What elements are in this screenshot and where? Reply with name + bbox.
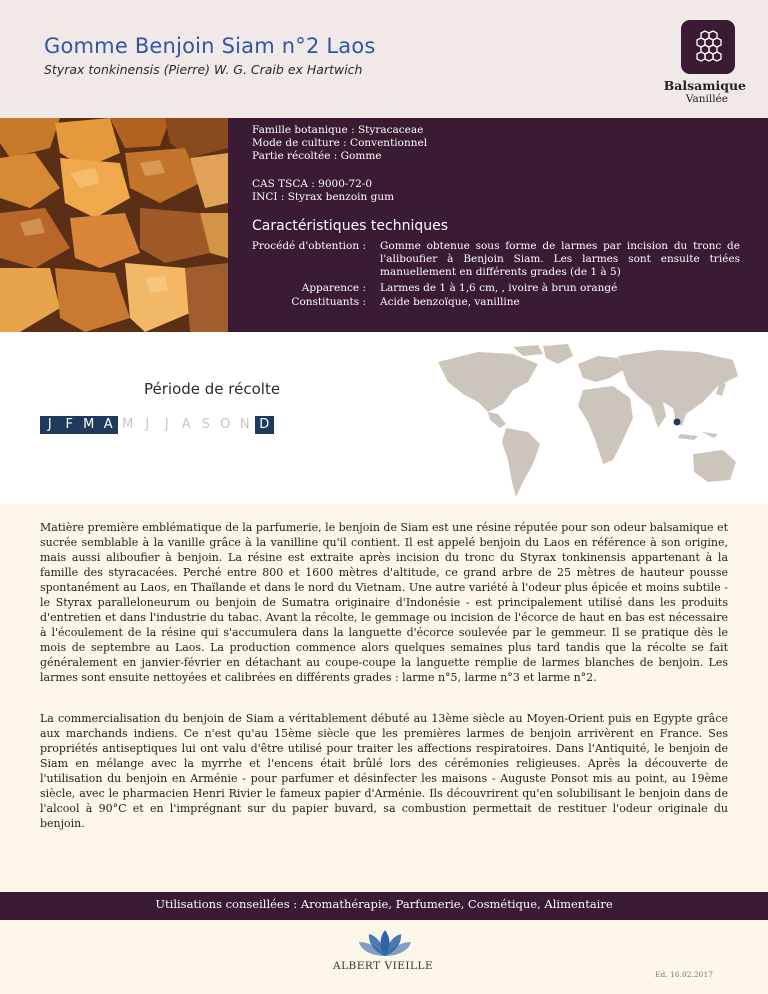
month-10: O (216, 416, 236, 434)
harvest-section (0, 332, 768, 504)
edition-date: Ed. 16.02.2017 (655, 970, 713, 979)
albert-vieille-logo-icon (335, 928, 435, 960)
month-7: J (157, 416, 177, 434)
harvested-part: Partie récoltée : Gomme (252, 150, 382, 162)
botanical-family: Famille botanique : Styracaceae (252, 124, 424, 136)
olfactory-family: Balsamique (663, 78, 746, 93)
month-1: J (40, 416, 60, 434)
header (0, 0, 768, 118)
cultivation-mode: Mode de culture : Conventionnel (252, 137, 428, 149)
recommended-uses: Utilisations conseillées : Aromathérapie, Parfumerie, Cosmétique, Alimentaire (0, 892, 768, 920)
brand-name: ALBERT VIEILLE (333, 960, 434, 972)
tech-label: Constituants : (291, 296, 366, 308)
tech-value: Larmes de 1 à 1,6 cm, , ivoire à brun orangé (380, 282, 618, 294)
month-4: A (99, 416, 119, 434)
tech-row-constituents (228, 296, 768, 310)
cas-number: CAS TSCA : 9000-72-0 (252, 178, 373, 190)
month-6: J (138, 416, 158, 434)
inci-name: INCI : Styrax benzoin gum (252, 191, 395, 203)
world-map-icon (418, 342, 758, 502)
tech-value: Gomme obtenue sous forme de larmes par incision du tronc de l'aliboufier à Benjoin Siam. Les larmes sont ensuite triées manuellement en différents grades (de 1 à 5) (380, 240, 740, 278)
botanical-name: Styrax tonkinensis (Pierre) W. G. Craib ex Hartwich (44, 62, 363, 77)
tech-label: Procédé d'obtention : (251, 240, 366, 252)
tech-row-process (228, 240, 768, 280)
olfactory-subfamily: Vanillée (685, 93, 728, 105)
characteristics-panel (228, 118, 768, 332)
month-12: D (255, 416, 275, 434)
description-paragraph-1: Matière première emblématique de la parfumerie, le benjoin de Siam est une résine réputée pour son odeur balsamique et sucrée semblable à la vanille grâce à la vanilline qu'il contient. Il est appelé benjoin du Laos en référence à son origine, mais aussi aliboufier à benjoin. La résine est extraite après incision du tronc du Styrax tonkinensis appartenant à la famille des styracacées. Perché entre 800 et 1600 mètres d'altitude, ce grand arbre de 25 mètres de hauteur pousse spontanément au Laos, en Thaïlande et dans le nord du Vietnam. Une autre variété à l'odeur plus épicée et moins subtile - le Styrax paralleloneurum ou benjoin de Sumatra originaire d'Indonésie - est principalement utilisé dans les produits d'entretien et dans l'industrie du tabac. Avant la récolte, le gemmage ou incision de l'écorce de haut en bas est nécessaire à l'écoulement de la résine qui s'accumulera dans la languette d'écorce soulevée par le gemmeur. Il se pratique dès le mois de septembre au Laos. La production commence alors quelques semaines plus tard tandis que la récolte se fait généralement en janvier-février en détachant au coupe-coupe la languette remplie de larmes blanches de benjoin. Les larmes sont ensuite nettoyées et calibrées en différents grades : larme n°5, larme n°3 et larme n°2. (40, 521, 728, 684)
technical-characteristics-heading: Caractéristiques techniques (252, 218, 449, 234)
description-paragraph-2: La commercialisation du benjoin de Siam a véritablement débuté au 13ème siècle au Moyen-Orient puis en Egypte grâce aux marchands indiens. Ce n'est qu'au 15ème siècle que les premières larmes de benjoin arrivèrent en France. Ses propriétés antiseptiques lui ont valu d'être utilisé pour traiter les affections respiratoires. Dans l'Antiquité, le benjoin de Siam en mélange avec la myrrhe et l'encens était brûlé lors des cérémonies religieuses. Après la découverte de l'utilisation du benjoin en Arménie - pour parfumer et désinfecter les maisons - Auguste Ponsot mis au point, au 19ème siècle, avec le pharmacien Henri Rivier le fameux papier d'Arménie. Ils découvrirent qu'en solubilisant le benjoin dans de l'alcool à 90°C et en l'imprégnant sur du papier buvard, sa combustion permettait de restituer l'odeur originale du benjoin. (40, 712, 728, 830)
harvest-period-heading: Période de récolte (144, 380, 281, 398)
tech-value: Acide benzoïque, vanilline (380, 296, 520, 308)
harvest-calendar (40, 416, 274, 434)
product-title: Gomme Benjoin Siam n°2 Laos (44, 34, 376, 58)
olfactory-family-icon (681, 20, 735, 74)
month-3: M (79, 416, 99, 434)
benzoin-tears-photo (0, 118, 228, 332)
tech-row-appearance (228, 282, 768, 296)
month-11: N (235, 416, 255, 434)
month-5: M (118, 416, 138, 434)
month-8: A (177, 416, 197, 434)
origin-marker (674, 419, 681, 426)
month-9: S (196, 416, 216, 434)
month-2: F (60, 416, 80, 434)
tech-label: Apparence : (301, 282, 366, 294)
